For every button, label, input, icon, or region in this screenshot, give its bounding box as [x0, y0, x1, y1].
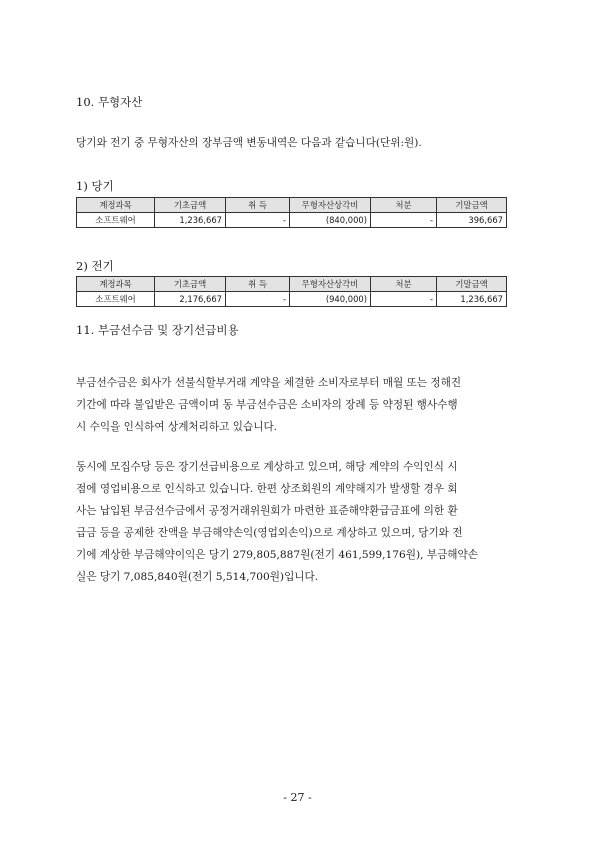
paragraph-line: 실은 당기 7,085,840원(전기 5,514,700원)입니다. [76, 571, 319, 583]
col-header-acquisition: 취 득 [226, 277, 290, 292]
col-header-closing: 기말금액 [437, 277, 507, 292]
paragraph-line: 부금선수금은 회사가 선불식할부거래 계약을 체결한 소비자로부터 매월 또는 정해진 [76, 377, 462, 389]
col-header-opening: 기초금액 [155, 277, 226, 292]
cell-amortization: (940,000) [290, 292, 371, 307]
cell-account: 소프트웨어 [77, 213, 155, 228]
paragraph-line: 기간에 따라 불입받은 금액이며 동 부금선수금은 소비자의 장례 등 약정된 행사수행 [76, 399, 458, 411]
paragraph-line: 점에 영업비용으로 인식하고 있습니다. 한편 상조회원의 계약해지가 발생할 경우 회 [76, 483, 458, 495]
table-header-row [77, 198, 507, 213]
cell-acquisition: - [226, 292, 290, 307]
col-header-closing: 기말금액 [437, 198, 507, 213]
prior-year-table [76, 276, 507, 307]
table-row [77, 213, 507, 228]
paragraph-line: 기에 계상한 부금해약이익은 당기 279,805,887원(전기 461,599,176원), 부금해약손 [76, 549, 478, 561]
cell-amortization: (840,000) [290, 213, 371, 228]
section-10-intro: 당기와 전기 중 무형자산의 장부금액 변동내역은 다음과 같습니다(단위:원). [76, 137, 422, 149]
cell-closing: 396,667 [437, 213, 507, 228]
section-10-heading: 10. 무형자산 [76, 95, 143, 109]
section-11-paragraph-1 [76, 372, 522, 438]
col-header-amortization: 무형자산상각비 [290, 277, 371, 292]
col-header-account: 계정과목 [77, 198, 155, 213]
col-header-disposal: 처분 [371, 198, 437, 213]
cell-disposal: - [371, 213, 437, 228]
paragraph-line: 사는 납입된 부금선수금에서 공정거래위원회가 마련한 표준해약환급금표에 의한 환 [76, 505, 458, 517]
prior-year-label: 2) 전기 [76, 259, 114, 273]
paragraph-line: 시 수익을 인식하여 상계처리하고 있습니다. [76, 421, 278, 433]
paragraph-line: 급금 등을 공제한 잔액을 부금해약손익(영업외손익)으로 계상하고 있으며, 당기와 전 [76, 527, 463, 539]
current-year-label: 1) 당기 [76, 179, 114, 193]
col-header-disposal: 처분 [371, 277, 437, 292]
cell-opening: 1,236,667 [155, 213, 226, 228]
page-number: - 27 - [283, 791, 312, 804]
col-header-amortization: 무형자산상각비 [290, 198, 371, 213]
cell-account: 소프트웨어 [77, 292, 155, 307]
paragraph-line: 동시에 모집수당 등은 장기선급비용으로 계상하고 있으며, 해당 계약의 수익인식 시 [76, 461, 458, 473]
table-row [77, 292, 507, 307]
cell-opening: 2,176,667 [155, 292, 226, 307]
col-header-acquisition: 취 득 [226, 198, 290, 213]
table-header-row [77, 277, 507, 292]
section-11-paragraph-2 [76, 456, 522, 588]
col-header-opening: 기초금액 [155, 198, 226, 213]
col-header-account: 계정과목 [77, 277, 155, 292]
current-year-table [76, 197, 507, 228]
cell-acquisition: - [226, 213, 290, 228]
section-11-heading: 11. 부금선수금 및 장기선급비용 [76, 323, 239, 337]
cell-closing: 1,236,667 [437, 292, 507, 307]
cell-disposal: - [371, 292, 437, 307]
